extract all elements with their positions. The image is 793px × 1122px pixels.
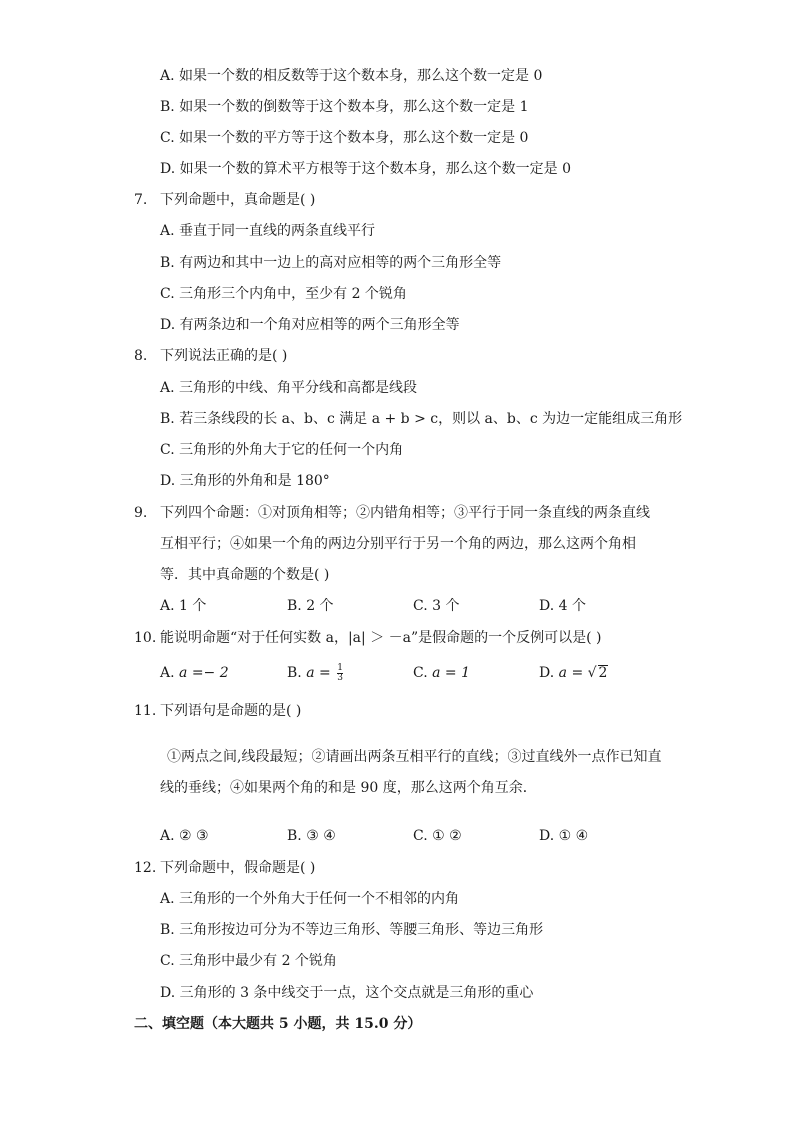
q11-number: 11. xyxy=(134,703,157,719)
q10-option-b xyxy=(287,663,343,683)
q6-option-b: B. 如果一个数的倒数等于这个数本身，那么这个数一定是 1 xyxy=(160,99,529,115)
q10-option-d-radicand: 2 xyxy=(598,665,608,681)
q10-option-d xyxy=(539,663,608,683)
q11-option-c: C. ① ② xyxy=(413,828,462,844)
q7-option-d: D. 有两条边和一个角对应相等的两个三角形全等 xyxy=(160,317,460,333)
q12-number: 12. xyxy=(134,860,157,876)
q10-option-d-label: D. xyxy=(539,665,555,681)
q8-number: 8. xyxy=(134,348,148,364)
q7-option-a: A. 垂直于同一直线的两条直线平行 xyxy=(160,223,376,239)
q8-option-d: D. 三角形的外角和是 180° xyxy=(160,473,330,489)
q10-option-b-fraction xyxy=(337,664,343,683)
q8-option-b: B. 若三条线段的长 a、b、c 满足 a + b > c，则以 a、b、c 为边一定能组成三角形 xyxy=(160,411,683,427)
q7-number: 7. xyxy=(134,192,148,208)
q6-option-c: C. 如果一个数的平方等于这个数本身，那么这个数一定是 0 xyxy=(160,130,529,146)
q7-stem: 下列命题中，真命题是( ) xyxy=(160,192,316,208)
q10-option-c-label: C. xyxy=(413,665,428,681)
q6-option-d: D. 如果一个数的算术平方根等于这个数本身，那么这个数一定是 0 xyxy=(160,161,571,177)
q12-option-a: A. 三角形的一个外角大于任何一个不相邻的内角 xyxy=(160,891,460,907)
q10-option-a-label: A. xyxy=(160,665,175,681)
q9-option-d: D. 4 个 xyxy=(539,598,586,614)
q12-option-c: C. 三角形中最少有 2 个锐角 xyxy=(160,953,337,969)
q11-body-line-1: ①两点之间,线段最短；②请画出两条互相平行的直线；③过直线外一点作已知直 xyxy=(167,749,662,765)
q10-option-a xyxy=(160,663,229,683)
q11-option-d: D. ① ④ xyxy=(539,828,589,844)
q9-stem-line-1: 下列四个命题：①对顶角相等；②内错角相等；③平行于同一条直线的两条直线 xyxy=(160,505,650,521)
q8-stem: 下列说法正确的是( ) xyxy=(160,348,288,364)
q12-option-b: B. 三角形按边可分为不等边三角形、等腰三角形、等边三角形 xyxy=(160,922,544,938)
q7-option-b: B. 有两边和其中一边上的高对应相等的两个三角形全等 xyxy=(160,255,502,271)
sqrt-sign-icon: √ xyxy=(587,665,597,681)
q11-body-line-2: 线的垂线；④如果两个角的和是 90 度，那么这两个角互余． xyxy=(160,780,537,796)
q9-option-a: A. 1 个 xyxy=(160,598,207,614)
fraction-denominator: 3 xyxy=(337,672,343,683)
q10-option-c-expr: a = 1 xyxy=(432,665,471,681)
q10-option-a-expr: a =− 2 xyxy=(179,665,229,681)
q10-option-d-lhs: a = xyxy=(558,665,584,681)
q12-stem: 下列命题中，假命题是( ) xyxy=(160,860,316,876)
q8-option-a: A. 三角形的中线、角平分线和高都是线段 xyxy=(160,380,418,396)
q10-option-b-lhs: a = xyxy=(306,665,331,681)
q10-stem: 能说明命题“对于任何实数 a，|a| ＞ －a”是假命题的一个反例可以是( ) xyxy=(160,630,602,646)
q9-stem-line-2: 互相平行；④如果一个角的两边分别平行于另一个角的两边，那么这两个角相 xyxy=(160,536,636,552)
q9-option-c: C. 3 个 xyxy=(413,598,460,614)
q10-number: 10. xyxy=(134,630,157,646)
section-heading-fill-in: 二、填空题（本大题共 5 小题，共 15.0 分） xyxy=(134,1016,422,1032)
q10-option-b-label: B. xyxy=(287,665,302,681)
q10-option-c xyxy=(413,663,470,683)
q9-number: 9. xyxy=(134,505,148,521)
q11-option-b: B. ③ ④ xyxy=(287,828,336,844)
fraction-numerator: 1 xyxy=(337,662,343,673)
q7-option-c: C. 三角形三个内角中，至少有 2 个锐角 xyxy=(160,286,407,302)
q6-option-a: A. 如果一个数的相反数等于这个数本身，那么这个数一定是 0 xyxy=(160,68,543,84)
q11-option-a: A. ② ③ xyxy=(160,828,209,844)
q8-option-c: C. 三角形的外角大于它的任何一个内角 xyxy=(160,442,404,458)
q12-option-d: D. 三角形的 3 条中线交于一点，这个交点就是三角形的重心 xyxy=(160,985,534,1001)
q11-stem: 下列语句是命题的是( ) xyxy=(160,703,302,719)
q9-option-b: B. 2 个 xyxy=(287,598,334,614)
q9-stem-line-3: 等．其中真命题的个数是( ) xyxy=(160,567,330,583)
